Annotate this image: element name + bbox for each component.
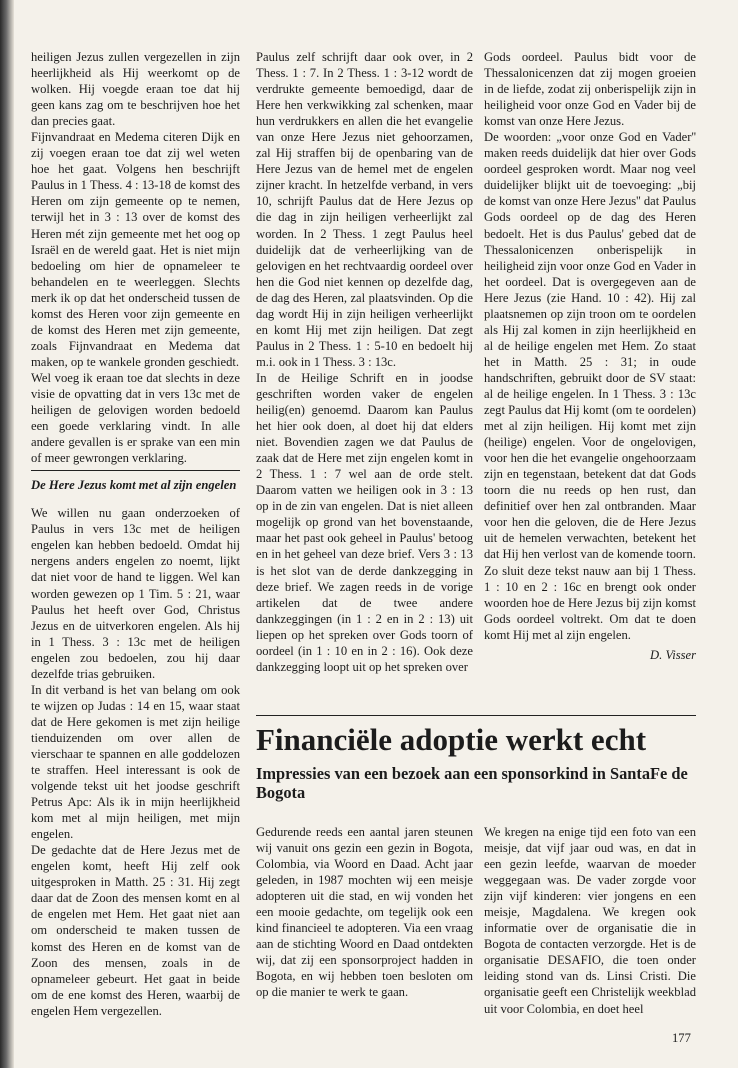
- article-divider: [256, 715, 696, 716]
- paragraph: Fijnvandraat en Medema citeren Dijk en zij voegen eraan toe dat zij wel weten hoe het gaat. Volgens hen beschrijft Paulus in 1 Thess. 4 : 13-18 de komst des Heren om zijn gemeente op te nemen, terwijl het in 3 : 13 over de komst des Heren mét zijn gemeente met het oog op Israël en de wereld gaat. Het is niet mijn bedoeling om hier de opnameleer te behandelen en te weerleggen. Slechts merk ik op dat het onderscheid tussen de komst des Heren voor zijn gemeente en de komst des Heren met zijn gemeente, zoals Fijnvandraat en Medema dat maken, op te wankele gronden geschiedt.: [31, 130, 240, 369]
- article2-column-2: [484, 824, 696, 1017]
- subheading: De Here Jezus komt met al zijn engelen: [31, 478, 237, 493]
- page-number: 177: [672, 1031, 691, 1045]
- paragraph: In dit verband is het van belang om ook te wijzen op Judas : 14 en 15, waar staat dat de Here gekomen is met zijn heilige tienduizenden om over allen de vierschaar te spannen en alle goddelozen te straffen. Heel interessant is ook de volgende tekst uit het joodse geschrift Petrus Apc: Als ik in mijn heerlijkheid kom met al mijn heiligen, met mijn engelen.: [31, 682, 240, 842]
- paragraph: Wel voeg ik eraan toe dat slechts in deze visie de opvatting dat in vers 13c met de heiligen de gelovigen worden bedoeld een goede verklaring vindt. In alle andere gevallen is er sprake van een min of meer gewrongen verklaring.: [31, 370, 240, 466]
- paragraph: De woorden: „voor onze God en Vader'' maken reeds duidelijk dat hier over Gods oordeel gesproken wordt. Maar nog veel duidelijker blijkt uit de toevoeging: „bij de komst van onze Here Jezus'' dat Paulus Gods oordeel op de dag des Heren bedoelt. Het is dus Paulus' gebed dat de Thessalonicenzen onberispelijk in heiligheid zijn voor onze God en Vader in het oordeel. Dat is overgegeven aan de Here Jezus (zie Hand. 10 : 42). Hij zal plaatsnemen op zijn troon om te oordelen als Hij zal komen in zijn heerlijkheid en al de heilige engelen met Hem. Zo staat het in Matth. 25 : 31; in oude handschriften, gebruikt door de SV staat: al de heilige engelen. In 1 Thess. 3 : 13c zegt Paulus dat Hij komt (om te oordelen) met al zijn heiligen. Hij komt met zijn (heilige) engelen. Voor de ongelovigen, voor hen die het evangelie ongehoorzaam zijn en tegenstaan, betekent dat dat Gods toorn die nu reeds op hen rust, dan definitief over hen zal ontbranden. Maar voor hen die geloven, die de Here Jezus uit de hemelen verwachten, betekent het dat Hij hen verlost van de komende toorn.: [484, 130, 696, 562]
- section-divider: [31, 470, 240, 471]
- article1-column-3: [484, 49, 696, 663]
- article1-column-1: [31, 49, 240, 1019]
- article2-column-1: [256, 824, 473, 1001]
- book-binding-shadow: [0, 0, 14, 1068]
- paragraph: Paulus zelf schrijft daar ook over, in 2 Thess. 1 : 7. In 2 Thess. 1 : 3-12 wordt de verdrukte gemeente bemoedigd, daar de Here hen verkwikking zal schenken, maar hun verdrukkers en allen die het evangelie van onze Here Jezus niet gehoorzamen, zal Hij straffen bij de openbaring van de Here Jezus van de hemel met de engelen zijner kracht. In hetzelfde verband, in vers 10, schrijft Paulus dat de Here Jezus op die dag in zijn heiligen verheerlijkt zal worden. In 2 Thess. 1 zegt Paulus heel duidelijk dat de verheerlijking van de gelovigen en het rechtvaardig oordeel over hen die God niet kennen op dezelfde dag, de dag des Heren, zal plaatsvinden. Op die dag wordt Hij in zijn heiligen verheerlijkt en komt Hij met zijn heiligen. Dat zegt Paulus in 2 Thess. 1 : 5-10 en bedoelt hij m.i. ook in 1 Thess. 3 : 13c.: [256, 50, 473, 369]
- paragraph: De gedachte dat de Here Jezus met de engelen komt, heeft Hij zelf ook uitgesproken in Matth. 25 : 31. Hij zegt daar dat de Zoon des mensen komt en al de engelen met Hem. Het gaat niet aan om onderscheid te maken tussen de komst des Heren en de komst van de Zoon des mensen, zoals in de opnameleer gebeurt. Het gaat in beide om de ene komst des Heren, waarbij de engelen Hem vergezellen.: [31, 843, 240, 1018]
- paragraph: In de Heilige Schrift en in joodse geschriften worden vaker de engelen heilig(en) genoemd. Daarom kan Paulus het hier ook doen, al doet hij dat elders niet. Bovendien zagen we dat Paulus de zaak dat de Here met zijn engelen komt in 2 Thess. 1 : 7 wel aan de orde stelt. Daarom vatten we heiligen ook in 3 : 13 op in de zin van engelen. Dat is niet alleen mogelijk op grond van het bovenstaande, maar het past ook geheel in Paulus' betoog en in het geheel van deze brief. Vers 3 : 13 is het slot van de derde dankzegging in deze brief. We zagen reeds in de vorige artikelen dat de twee andere dankzeggingen (in 1 : 2 en in 2 : 13) uit liepen op het spreken over Gods toorn of oordeel (in 1 : 10 en in 2 : 16). Ook deze dankzegging loopt uit op het spreken over: [256, 370, 473, 674]
- paragraph: Gods oordeel. Paulus bidt voor de Thessalonicenzen dat zij mogen groeien in de liefde, zodat zij onberispelijk zijn in heiligheid voor onze God en Vader bij de komst van onze Here Jezus.: [484, 50, 696, 129]
- paragraph: We kregen na enige tijd een foto van een meisje, dat vijf jaar oud was, en dat in een gezin leefde, waarvan de moeder weggegaan was. De vader zorgde voor zijn vijf kinderen: vier jongens en een meisje, Magdalena. We kregen ook informatie over de organisatie die in Bogota de contacten verzorgde. Het is de organisatie DESAFIO, die toen onder leiding stond van ds. Linsi Cristi. Die organisatie geeft een Christelijk weekblad uit voor Colombia, en doet heel: [484, 825, 696, 1016]
- article2-subtitle: Impressies van een bezoek aan een sponsorkind in SantaFe de Bogota: [256, 764, 688, 802]
- paragraph: heiligen Jezus zullen vergezellen in zijn heerlijkheid als Hij weerkomt op de wolken. Hij voegde eraan toe dat hij geen kans zag om te beschrijven hoe het dan precies gaat.: [31, 50, 240, 129]
- paragraph: We willen nu gaan onderzoeken of Paulus in vers 13c met de heiligen engelen kan hebben bedoeld. Omdat hij nergens anders engelen zo noemt, lijkt dat niet voor de hand te liggen. Wel kan worden gewezen op 1 Tim. 5 : 21, waar Paulus het heeft over God, Christus Jezus en de uitverkoren engelen. Als hij in 1 Thess. 3 : 13c met de heiligen engelen zou bedoelen, zou hij daar dezelfde trias gebruiken.: [31, 506, 240, 681]
- article1-column-2: [256, 49, 473, 675]
- paragraph: Gedurende reeds een aantal jaren steunen wij vanuit ons gezin een gezin in Bogota, Colombia, via Woord en Daad. Acht jaar geleden, in 1987 mochten wij een meisje adopteren uit die stad, en wij vonden het een mooie gedachte, om tegelijk ook een kind financieel te adopteren. Via een vraag aan de stichting Woord en Daad ontdekten wij, dat zij een sponsorproject hadden in Bogota, en wij hebben toen besloten om op die manier te werk te gaan.: [256, 825, 473, 1000]
- article2-headline: Financiële adoptie werkt echt: [256, 722, 647, 757]
- paragraph: Zo sluit deze tekst nauw aan bij 1 Thess. 1 : 10 en 2 : 16c en brengt ook onder woorden hoe de Here Jezus bij zijn komst Gods oordeel voltrekt. Om dat te doen komt Hij met al zijn engelen.: [484, 563, 696, 642]
- author-signature: D. Visser: [650, 647, 696, 662]
